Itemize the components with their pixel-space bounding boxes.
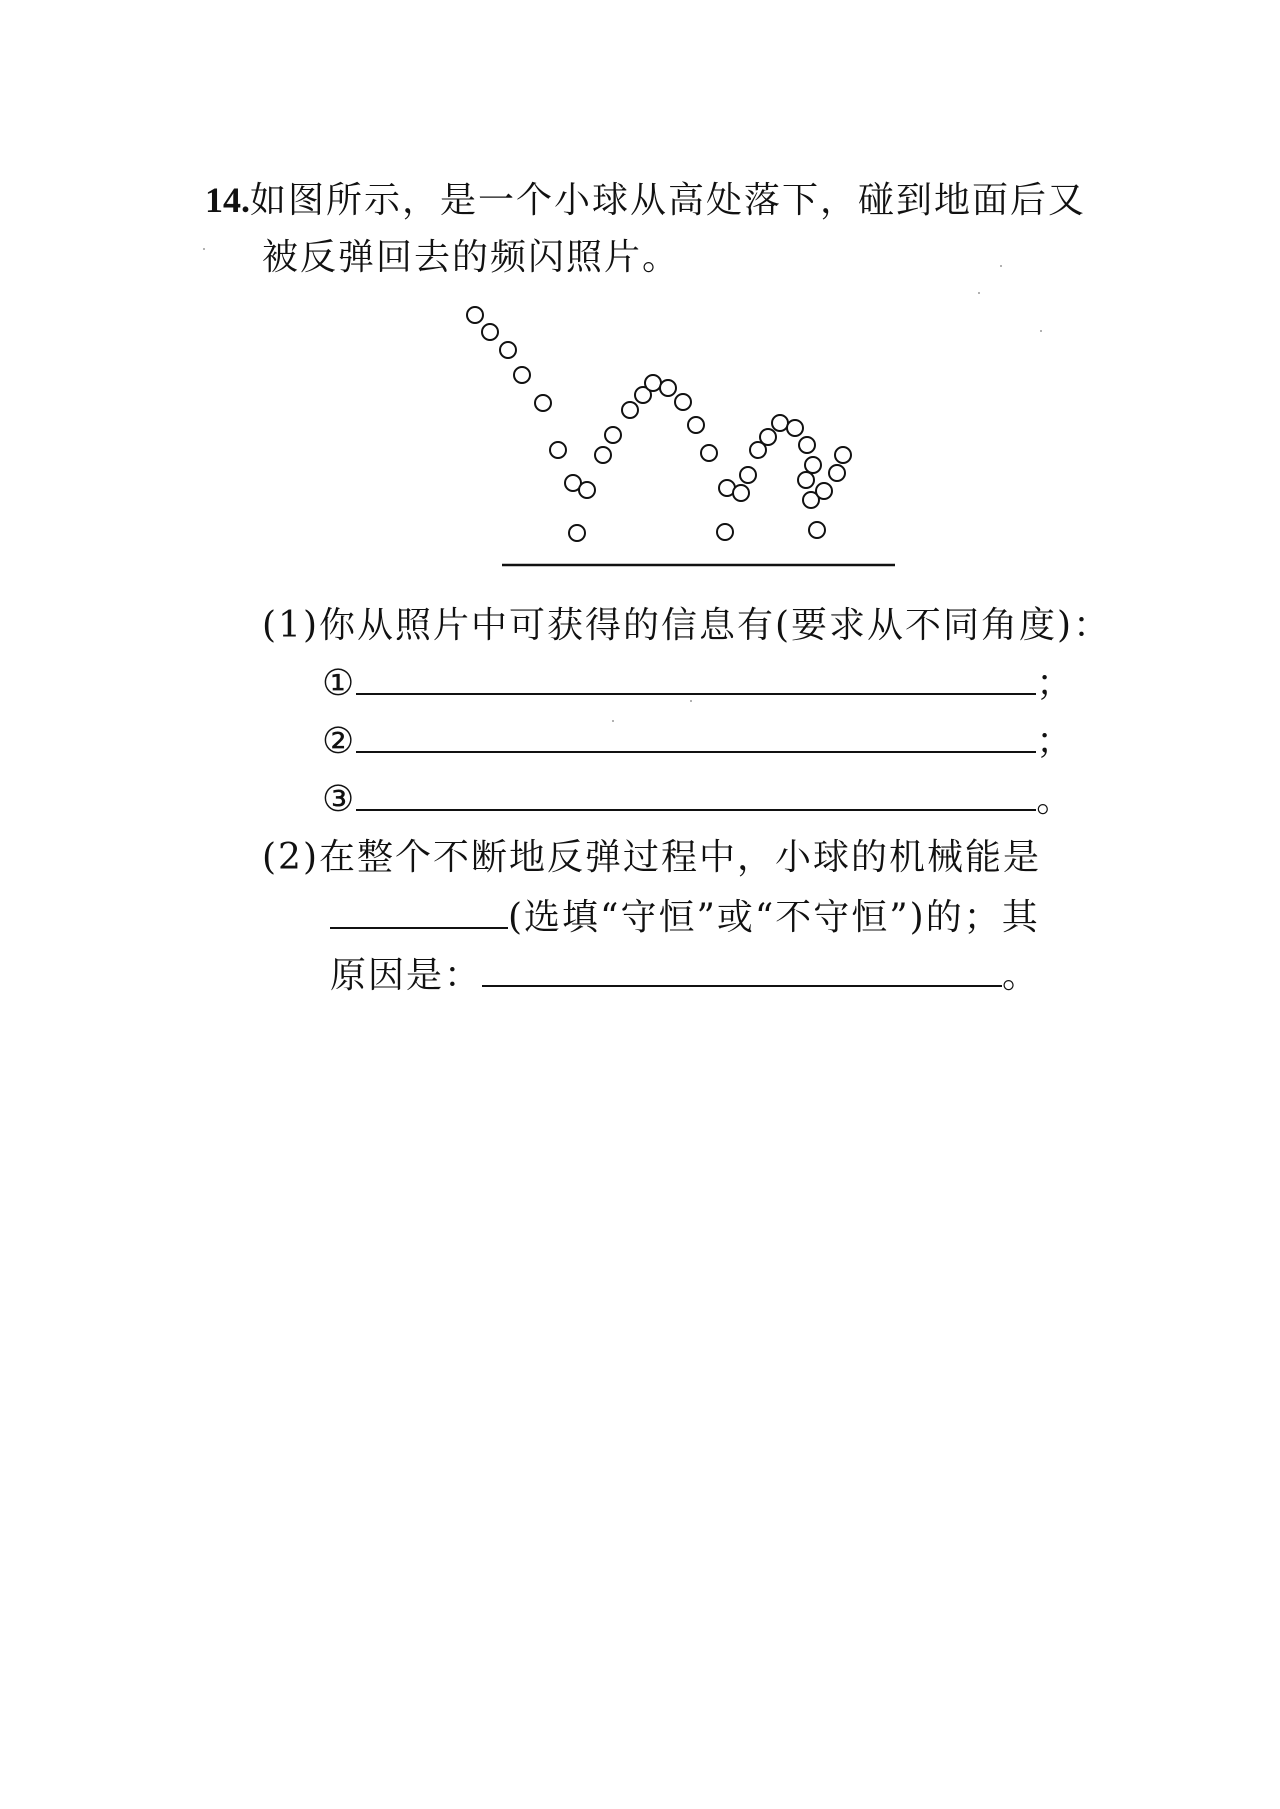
reason-end: 。 xyxy=(1002,955,1041,996)
ball-2 xyxy=(482,324,498,340)
ball-33 xyxy=(717,524,733,540)
ball-10 xyxy=(595,447,611,463)
ball-25 xyxy=(787,420,803,436)
part2-line3 xyxy=(330,954,1040,998)
ball-12 xyxy=(622,402,638,418)
scan-speck xyxy=(978,292,980,294)
part1-item-2 xyxy=(322,720,1074,764)
ball-20 xyxy=(733,485,749,501)
ball-14 xyxy=(645,375,661,391)
ball-27 xyxy=(805,457,821,473)
question-stem-text: 如图所示，是一个小球从高处落下，碰到地面后又 xyxy=(250,180,1087,221)
part1-prompt: (1)你从照片中可获得的信息有(要求从不同角度)： xyxy=(262,605,1112,646)
part2-choice-text: (选填“守恒”或“不守恒”)的；其 xyxy=(508,897,1040,938)
ball-21 xyxy=(740,467,756,483)
question-stem-line1 xyxy=(205,178,1086,223)
ball-23 xyxy=(760,429,776,445)
answer-blank-1[interactable] xyxy=(356,663,1036,695)
ball-4 xyxy=(514,367,530,383)
item-marker-2: ② xyxy=(322,721,357,762)
answer-blank-2[interactable] xyxy=(356,721,1036,753)
scan-speck xyxy=(203,248,205,250)
ball-15 xyxy=(660,380,676,396)
ball-6 xyxy=(550,442,566,458)
ball-24 xyxy=(772,415,788,431)
ball-1 xyxy=(467,307,483,323)
question-stem-line2: 被反弹回去的频闪照片。 xyxy=(262,237,681,278)
ball-11 xyxy=(605,427,621,443)
ball-30 xyxy=(816,483,832,499)
part2-line1: (2)在整个不断地反弹过程中，小球的机械能是 xyxy=(262,837,1041,878)
ball-34 xyxy=(809,522,825,538)
ball-3 xyxy=(500,342,516,358)
scan-speck xyxy=(1000,265,1002,267)
part1-item-3 xyxy=(322,778,1074,822)
reason-blank[interactable] xyxy=(482,955,1002,987)
part2-line2 xyxy=(330,896,1040,940)
ball-28 xyxy=(798,472,814,488)
item-marker-3: ③ xyxy=(322,779,357,820)
item-marker-1: ① xyxy=(322,663,357,704)
item-end-3: 。 xyxy=(1036,779,1075,820)
ball-9 xyxy=(569,525,585,541)
scan-speck xyxy=(1040,330,1042,332)
ball-31 xyxy=(829,465,845,481)
item-end-2: ； xyxy=(1036,721,1075,762)
item-end-1: ； xyxy=(1036,663,1075,704)
conservation-blank[interactable] xyxy=(330,897,508,929)
bouncing-ball-figure xyxy=(430,295,910,575)
ball-17 xyxy=(688,417,704,433)
ball-8 xyxy=(579,482,595,498)
ball-positions xyxy=(467,307,851,541)
ball-32 xyxy=(835,447,851,463)
ball-16 xyxy=(675,394,691,410)
reason-label: 原因是： xyxy=(330,955,483,996)
ball-18 xyxy=(701,445,717,461)
ball-26 xyxy=(799,437,815,453)
question-number: 14. xyxy=(205,180,250,220)
answer-blank-3[interactable] xyxy=(356,779,1036,811)
part1-item-1 xyxy=(322,662,1074,706)
ball-5 xyxy=(535,395,551,411)
